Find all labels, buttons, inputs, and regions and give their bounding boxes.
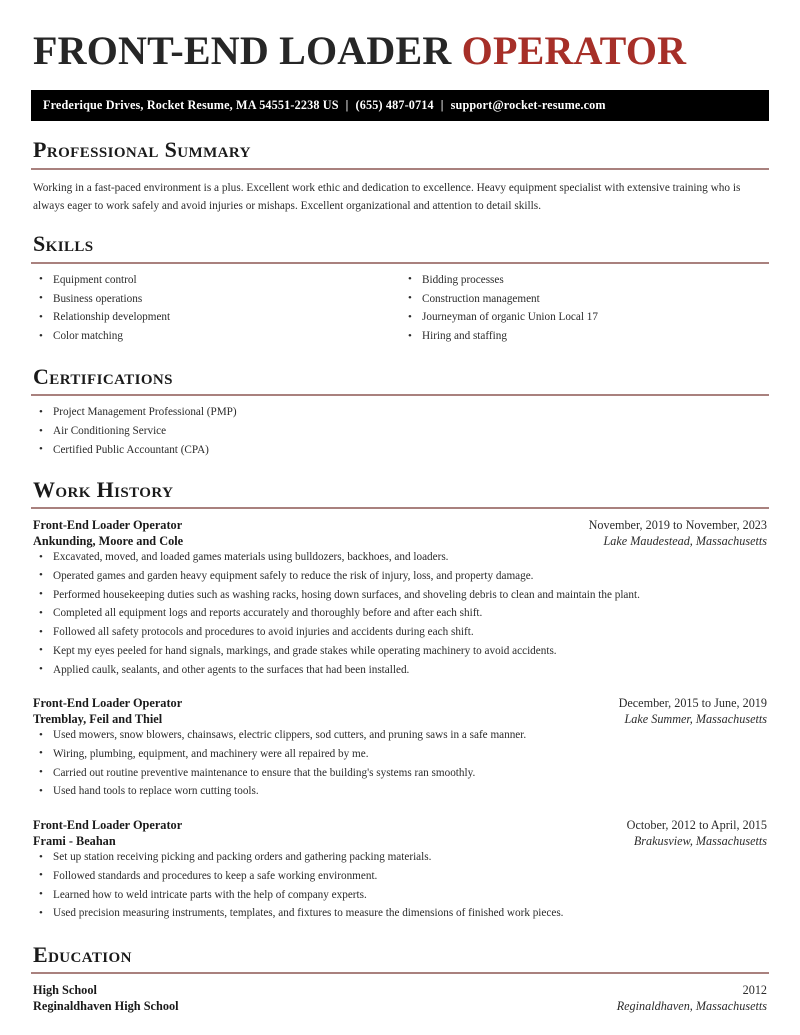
skills-column-left: [31, 273, 400, 348]
education-school: Reginaldhaven High School: [33, 999, 179, 1014]
resume-name-title: [33, 30, 769, 72]
job-company-row: [33, 712, 767, 727]
list-item: • Relationship development: [31, 310, 400, 325]
education-school-row: [33, 999, 767, 1014]
section-professional-summary: [31, 138, 769, 215]
list-item: • Bidding processes: [400, 273, 769, 288]
section-rule-education: [31, 972, 769, 974]
job-dates: December, 2015 to June, 2019: [618, 696, 767, 711]
list-item: • Set up station receiving picking and packing orders and gathering packing materials.: [31, 850, 769, 865]
skills-column-right: [400, 273, 769, 348]
section-heading-skills: Skills: [33, 231, 94, 257]
section-heading-education: Education: [33, 941, 132, 967]
list-item: • Performed housekeeping duties such as washing racks, hosing down surfaces, and shoveling debris to clean and maintain the plant.: [31, 588, 769, 603]
job-dates: October, 2012 to April, 2015: [626, 818, 767, 833]
job-location: Lake Maudestead, Massachusetts: [603, 534, 767, 549]
work-history-entry: [31, 518, 769, 677]
job-header-row: [33, 696, 767, 711]
skills-list-left: [31, 273, 400, 344]
section-rule-skills: [31, 262, 769, 264]
section-heading-summary: Professional Summary: [33, 137, 251, 162]
job-company: Frami - Beahan: [33, 834, 116, 849]
list-item: • Followed standards and procedures to keep a safe working environment.: [31, 869, 769, 884]
list-item: • Business operations: [31, 292, 400, 307]
list-item: • Used hand tools to replace worn cutting tools.: [31, 784, 769, 799]
job-bullet-list: [31, 550, 769, 677]
job-title: Front-End Loader Operator: [33, 696, 183, 711]
job-bullet-list: [31, 850, 769, 921]
list-item: • Kept my eyes peeled for hand signals, markings, and grade stakes while operating machinery to avoid accidents.: [31, 644, 769, 659]
list-item: • Equipment control: [31, 273, 400, 288]
list-item: • Journeyman of organic Union Local 17: [400, 310, 769, 325]
section-education: [31, 943, 769, 1015]
work-history-entry: [31, 696, 769, 799]
education-degree: High School: [33, 983, 97, 998]
job-header-row: [33, 518, 767, 533]
work-history-entry: [31, 818, 769, 921]
list-item: • Excavated, moved, and loaded games materials using bulldozers, backhoes, and loaders.: [31, 550, 769, 565]
section-heading-work-history: Work History: [33, 476, 174, 502]
section-rule-certifications: [31, 394, 769, 396]
skills-list-right: [400, 273, 769, 344]
contact-separator-2: |: [440, 98, 444, 112]
list-item: • Followed all safety protocols and procedures to avoid injuries and accidents during each shift.: [31, 625, 769, 640]
name-title-accent: OPERATOR: [461, 28, 687, 73]
list-item: • Certified Public Accountant (CPA): [31, 443, 769, 458]
list-item: • Applied caulk, sealants, and other agents to the surfaces that had been installed.: [31, 663, 769, 678]
education-location: Reginaldhaven, Massachusetts: [616, 999, 767, 1014]
job-company-row: [33, 834, 767, 849]
contact-bar: [31, 90, 769, 121]
list-item: • Project Management Professional (PMP): [31, 405, 769, 420]
education-year: 2012: [742, 983, 767, 998]
list-item: • Air Conditioning Service: [31, 424, 769, 439]
job-bullet-list: [31, 728, 769, 799]
job-company-row: [33, 534, 767, 549]
list-item: • Color matching: [31, 329, 400, 344]
contact-separator-1: |: [345, 98, 349, 112]
education-degree-row: [33, 983, 767, 998]
job-company: Tremblay, Feil and Thiel: [33, 712, 163, 727]
list-item: • Used mowers, snow blowers, chainsaws, electric clippers, sod cutters, and pruning saws in a safe manner.: [31, 728, 769, 743]
contact-address: Frederique Drives, Rocket Resume, MA 54551-2238 US: [43, 98, 339, 112]
section-rule-summary: [31, 168, 769, 170]
job-company: Ankunding, Moore and Cole: [33, 534, 184, 549]
section-heading-certifications: Certifications: [33, 363, 173, 389]
list-item: • Carried out routine preventive maintenance to ensure that the building's systems ran smoothly.: [31, 766, 769, 781]
name-title-primary: FRONT-END LOADER: [33, 28, 462, 73]
education-entry: [31, 983, 769, 1014]
list-item: • Construction management: [400, 292, 769, 307]
section-skills: [31, 232, 769, 348]
job-dates: November, 2019 to November, 2023: [588, 518, 767, 533]
job-header-row: [33, 818, 767, 833]
skills-columns: [31, 273, 769, 348]
section-work-history: [31, 478, 769, 921]
job-title: Front-End Loader Operator: [33, 518, 183, 533]
contact-phone[interactable]: (655) 487-0714: [355, 98, 434, 112]
list-item: • Wiring, plumbing, equipment, and machinery were all repaired by me.: [31, 747, 769, 762]
section-certifications: [31, 365, 769, 458]
job-location: Brakusview, Massachusetts: [633, 834, 767, 849]
list-item: • Completed all equipment logs and reports accurately and thoroughly before and after each shift.: [31, 606, 769, 621]
list-item: • Learned how to weld intricate parts with the help of company experts.: [31, 888, 769, 903]
summary-paragraph: Working in a fast-paced environment is a plus. Excellent work ethic and dedication to excellence. Heavy equipment specialist with extensive training who is always eager to work safely and avoid injuries or mishaps. Excellent organizational and attention to detail skills.: [33, 181, 741, 212]
section-rule-work-history: [31, 507, 769, 509]
list-item: • Operated games and garden heavy equipment safely to reduce the risk of injury, loss, and property damage.: [31, 569, 769, 584]
contact-email[interactable]: support@rocket-resume.com: [450, 98, 606, 112]
job-location: Lake Summer, Massachusetts: [624, 712, 767, 727]
certifications-list: [31, 405, 769, 457]
list-item: • Used precision measuring instruments, templates, and fixtures to measure the dimensions of finished work pieces.: [31, 906, 769, 921]
job-title: Front-End Loader Operator: [33, 818, 183, 833]
list-item: • Hiring and staffing: [400, 329, 769, 344]
